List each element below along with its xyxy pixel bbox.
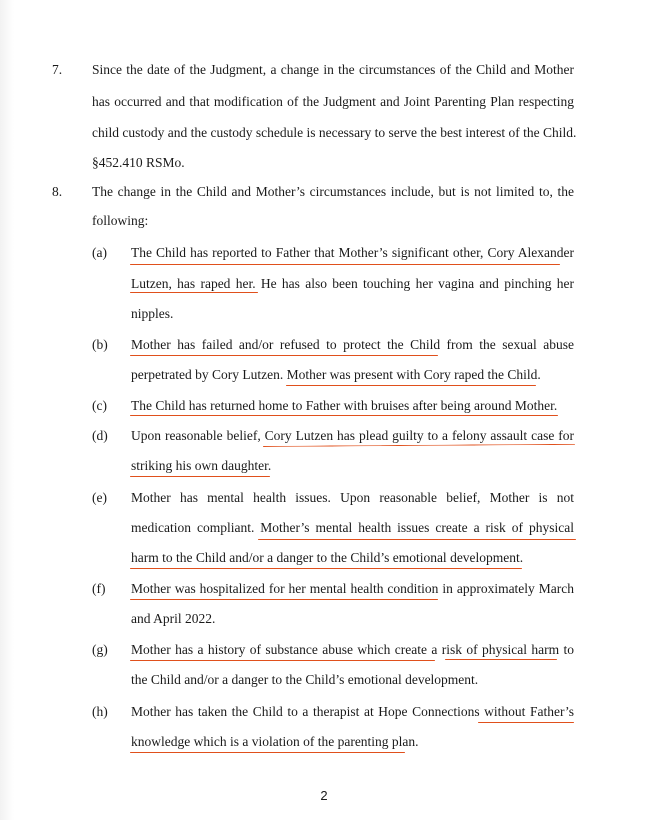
annotation-underline [130,355,438,356]
annotation-underline [130,476,270,477]
item-line: knowledge which is a violation of the parenting plan. [131,734,419,749]
paragraph-number: 7. [52,62,63,77]
paragraph-line: Since the date of the Judgment, a change in the circumstances of the Child and Mother [92,62,574,77]
item-line: Mother was hospitalized for her mental health condition in approximately March [131,581,574,596]
item-line: nipples. [131,306,174,321]
item-line: the Child and/or a danger to the Child’s emotional development. [131,672,479,687]
item-line: perpetrated by Cory Lutzen. Mother was present with Cory raped the Child. [131,367,541,382]
annotation-underline [130,752,405,753]
item-line: Mother has failed and/or refused to protect the Child from the sexual abuse [131,337,574,352]
item-label: (f) [92,581,106,596]
paragraph-line: The change in the Child and Mother’s circumstances include, but is not limited to, the [92,184,574,199]
item-line: and April 2022. [131,611,216,626]
item-line: The Child has returned home to Father with bruises after being around Mother. [131,398,558,413]
item-label: (a) [92,245,107,260]
page-number: 2 [320,788,328,803]
item-label: (g) [92,642,108,657]
item-label: (c) [92,398,107,413]
paragraph-line: §452.410 RSMo. [92,155,185,170]
paragraph-number: 8. [52,184,63,199]
item-label: (h) [92,704,108,719]
item-line: Mother has mental health issues. Upon reasonable belief, Mother is not [131,490,574,505]
annotation-underline [130,599,438,600]
item-label: (b) [92,337,108,352]
annotation-underline [445,659,557,660]
annotation-underline [478,722,574,723]
item-label: (e) [92,490,107,505]
paragraph-line: has occurred and that modification of the Judgment and Joint Parenting Plan respecting [92,94,574,109]
item-line: The Child has reported to Father that Mother’s significant other, Cory Alexander [131,245,574,260]
item-line: Mother has a history of substance abuse which create a risk of physical harm to [131,642,574,657]
item-label: (d) [92,428,108,443]
annotation-underline [130,568,522,569]
annotation-underline [130,292,258,293]
item-line: harm to the Child and/or a danger to the Child’s emotional development. [131,550,524,565]
annotation-underline [130,660,435,661]
paragraph-line: following: [92,213,149,228]
item-line: medication compliant. Mother’s mental health issues create a risk of physical [131,520,574,535]
annotation-underline [130,415,558,416]
item-line: Upon reasonable belief, Cory Lutzen has plead guilty to a felony assault case for [131,428,574,443]
annotation-underline [286,385,536,386]
item-line: striking his own daughter. [131,458,272,473]
scan-edge [0,0,14,820]
annotation-underline [263,444,575,447]
annotation-underline [130,264,560,265]
item-line: Lutzen, has raped her. He has also been touching her vagina and pinching her [131,276,574,291]
annotation-underline [258,539,576,540]
paragraph-line: child custody and the custody schedule is necessary to serve the best interest of the Child. [92,125,577,140]
item-line: Mother has taken the Child to a therapist at Hope Connections without Father’s [131,704,574,719]
